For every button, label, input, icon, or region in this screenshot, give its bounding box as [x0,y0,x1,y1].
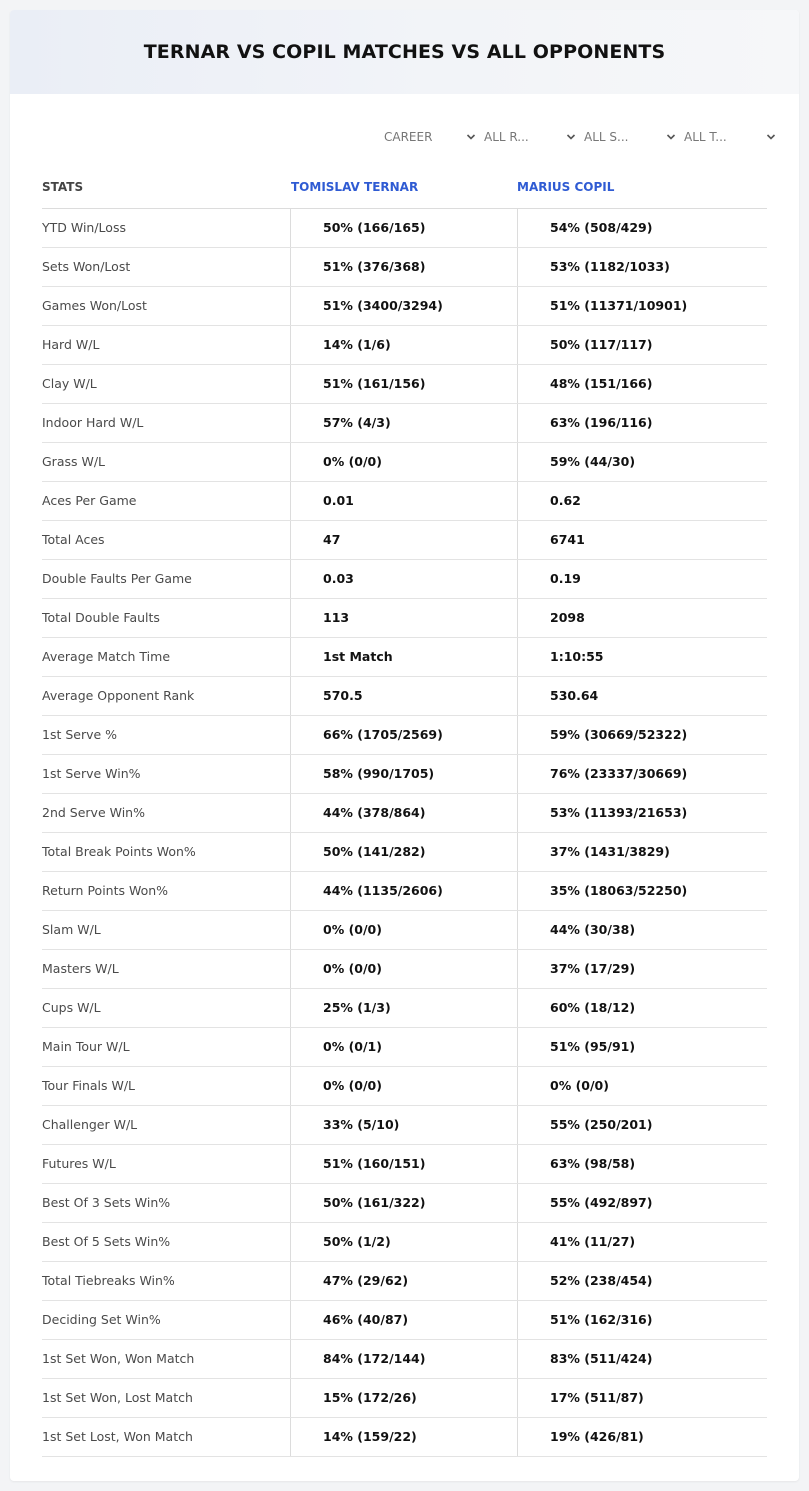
player2-value: 41% (11/27) [517,1223,767,1261]
stat-label: Total Tiebreaks Win% [42,1273,175,1288]
stat-label: 2nd Serve Win% [42,805,145,820]
stat-label: Futures W/L [42,1156,116,1171]
player1-value: 1st Match [290,638,517,676]
player2-value: 55% (492/897) [517,1184,767,1222]
filter-round-select[interactable] [480,126,580,148]
table-row [42,716,767,755]
player1-value: 0.01 [290,482,517,520]
player1-value: 0% (0/0) [290,1067,517,1105]
player1-value: 50% (161/322) [290,1184,517,1222]
player1-value: 15% (172/26) [290,1379,517,1417]
chevron-down-icon [766,132,776,142]
player2-value: 35% (18063/52250) [517,872,767,910]
table-row [42,794,767,833]
player1-value: 50% (166/165) [290,209,517,247]
player2-value: 76% (23337/30669) [517,755,767,793]
filter-label: ALL S... [584,130,629,144]
player2-value: 51% (11371/10901) [517,287,767,325]
stat-label: Games Won/Lost [42,298,147,313]
table-row [42,1028,767,1067]
player2-value: 0% (0/0) [517,1067,767,1105]
page-title: TERNAR VS COPIL MATCHES VS ALL OPPONENTS [143,41,666,63]
stat-label: Deciding Set Win% [42,1312,161,1327]
filter-label: ALL R... [484,130,529,144]
stat-label: 1st Set Lost, Won Match [42,1429,193,1444]
player2-value: 44% (30/38) [517,911,767,949]
player2-value: 63% (196/116) [517,404,767,442]
player2-value: 48% (151/166) [517,365,767,403]
stat-label: Aces Per Game [42,493,137,508]
card-header [10,10,799,94]
table-row [42,1145,767,1184]
stat-label: Sets Won/Lost [42,259,131,274]
table-row [42,755,767,794]
table-row [42,209,767,248]
player2-value: 59% (30669/52322) [517,716,767,754]
table-row [42,1067,767,1106]
table-row [42,560,767,599]
player2-value: 52% (238/454) [517,1262,767,1300]
player2-value: 51% (95/91) [517,1028,767,1066]
player1-value: 113 [290,599,517,637]
stat-label: Average Opponent Rank [42,688,195,703]
table-row [42,443,767,482]
table-row [42,1184,767,1223]
stat-label: Challenger W/L [42,1117,138,1132]
table-row [42,638,767,677]
player2-value: 6741 [517,521,767,559]
stat-label: Double Faults Per Game [42,571,192,586]
player2-value: 17% (511/87) [517,1379,767,1417]
stat-label: Total Double Faults [42,610,160,625]
player2-value: 83% (511/424) [517,1340,767,1378]
filter-period-select[interactable] [380,126,480,148]
table-row [42,833,767,872]
chevron-down-icon [666,132,676,142]
player2-value: 2098 [517,599,767,637]
stat-label: 1st Set Won, Won Match [42,1351,195,1366]
table-row [42,677,767,716]
table-row [42,248,767,287]
table-row [42,950,767,989]
player1-value: 44% (378/864) [290,794,517,832]
player2-value: 37% (17/29) [517,950,767,988]
stat-label: Grass W/L [42,454,106,469]
table-row [42,287,767,326]
table-row [42,599,767,638]
stat-label: Hard W/L [42,337,100,352]
filter-label: CAREER [384,130,433,144]
table-row [42,911,767,950]
player2-value: 50% (117/117) [517,326,767,364]
stat-label: Average Match Time [42,649,171,664]
table-row [42,326,767,365]
stat-label: Indoor Hard W/L [42,415,144,430]
table-row [42,1223,767,1262]
filter-label: ALL T... [684,130,727,144]
player1-value: 44% (1135/2606) [290,872,517,910]
player2-value: 1:10:55 [517,638,767,676]
stats-card [10,10,799,1481]
player1-value: 50% (141/282) [290,833,517,871]
table-row [42,1418,767,1457]
stat-label: Tour Finals W/L [42,1078,136,1093]
stats-column-header: STATS [42,180,84,194]
player1-value: 58% (990/1705) [290,755,517,793]
table-row [42,482,767,521]
player1-value: 51% (376/368) [290,248,517,286]
player2-value: 53% (11393/21653) [517,794,767,832]
table-row [42,1340,767,1379]
table-row [42,1379,767,1418]
filter-bar [380,126,780,148]
player2-value: 55% (250/201) [517,1106,767,1144]
stat-label: Best Of 3 Sets Win% [42,1195,171,1210]
stat-label: Total Aces [42,532,105,547]
table-row [42,521,767,560]
table-row [42,872,767,911]
stat-label: 1st Serve % [42,727,118,742]
chevron-down-icon [466,132,476,142]
player1-value: 50% (1/2) [290,1223,517,1261]
stats-table [42,208,767,1457]
table-header [42,170,767,208]
player1-value: 51% (161/156) [290,365,517,403]
player2-value: 63% (98/58) [517,1145,767,1183]
player2-value: 51% (162/316) [517,1301,767,1339]
stat-label: 1st Serve Win% [42,766,141,781]
player2-value: 19% (426/81) [517,1418,767,1456]
player1-value: 14% (1/6) [290,326,517,364]
stat-label: Clay W/L [42,376,97,391]
player1-value: 46% (40/87) [290,1301,517,1339]
player1-value: 33% (5/10) [290,1106,517,1144]
player1-value: 0% (0/0) [290,950,517,988]
table-row [42,365,767,404]
table-row [42,404,767,443]
player2-value: 530.64 [517,677,767,715]
player1-value: 51% (160/151) [290,1145,517,1183]
player1-value: 47 [290,521,517,559]
player1-value: 0% (0/0) [290,911,517,949]
filter-surface-select[interactable] [580,126,680,148]
table-row [42,1262,767,1301]
player1-link[interactable]: TOMISLAV TERNAR [291,180,419,194]
player1-value: 0% (0/0) [290,443,517,481]
stat-label: Slam W/L [42,922,101,937]
table-row [42,989,767,1028]
player1-value: 570.5 [290,677,517,715]
player2-link[interactable]: MARIUS COPIL [517,180,615,194]
stat-label: Best Of 5 Sets Win% [42,1234,171,1249]
stat-label: Cups W/L [42,1000,101,1015]
table-row [42,1301,767,1340]
player2-value: 0.19 [517,560,767,598]
stat-label: Total Break Points Won% [42,844,196,859]
player1-value: 47% (29/62) [290,1262,517,1300]
filter-tournament-select[interactable] [680,126,780,148]
player1-value: 66% (1705/2569) [290,716,517,754]
player1-value: 25% (1/3) [290,989,517,1027]
stat-label: 1st Set Won, Lost Match [42,1390,193,1405]
player1-value: 0% (0/1) [290,1028,517,1066]
player2-value: 54% (508/429) [517,209,767,247]
player2-value: 53% (1182/1033) [517,248,767,286]
chevron-down-icon [566,132,576,142]
player1-value: 51% (3400/3294) [290,287,517,325]
player2-value: 37% (1431/3829) [517,833,767,871]
stat-label: Return Points Won% [42,883,169,898]
stat-label: Main Tour W/L [42,1039,130,1054]
table-row [42,1106,767,1145]
stat-label: YTD Win/Loss [42,220,126,235]
player1-value: 57% (4/3) [290,404,517,442]
player1-value: 14% (159/22) [290,1418,517,1456]
player2-value: 59% (44/30) [517,443,767,481]
player2-value: 60% (18/12) [517,989,767,1027]
player1-value: 0.03 [290,560,517,598]
player2-value: 0.62 [517,482,767,520]
player1-value: 84% (172/144) [290,1340,517,1378]
stat-label: Masters W/L [42,961,119,976]
